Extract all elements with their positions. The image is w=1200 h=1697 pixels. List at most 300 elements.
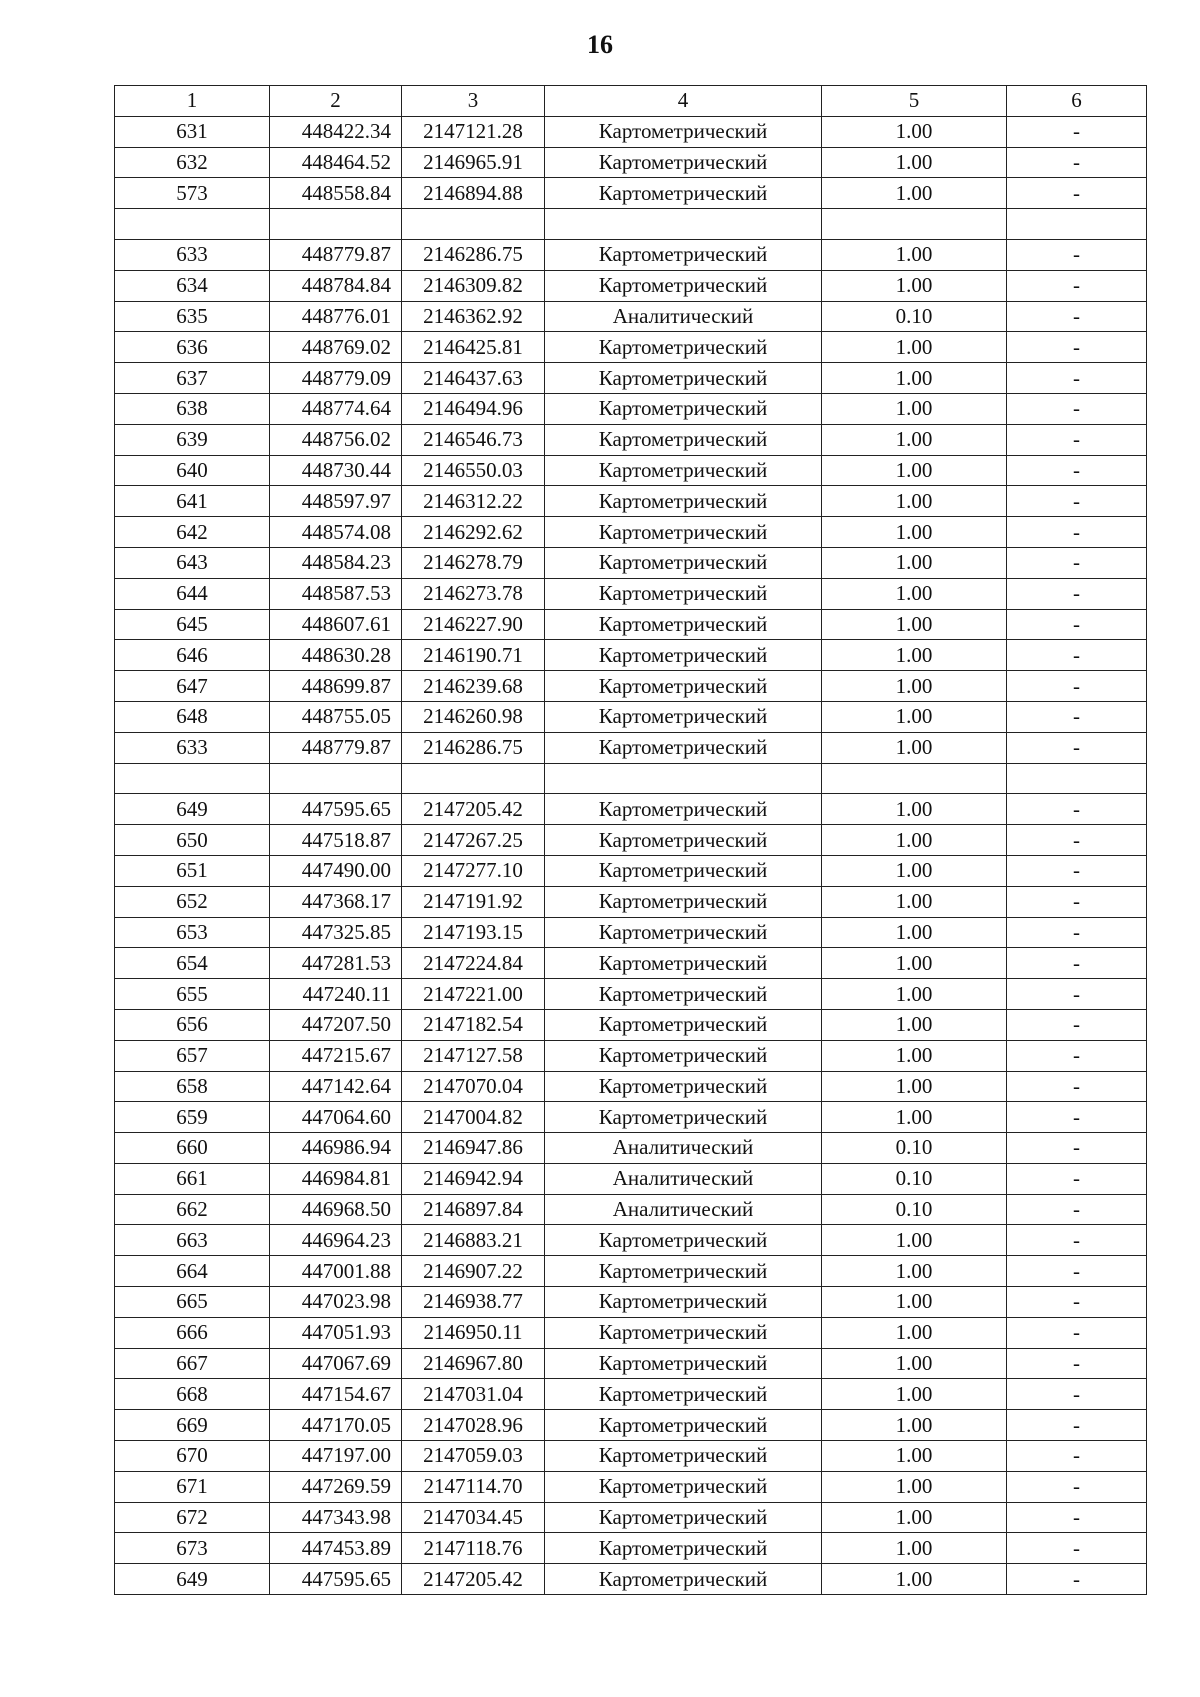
table-row (115, 609, 1147, 640)
note-cell: - (1007, 948, 1147, 979)
y-coordinate-cell: 2146227.90 (402, 609, 545, 640)
point-number-cell: 640 (115, 455, 270, 486)
method-cell: Картометрический (545, 332, 822, 363)
table-row (115, 1471, 1147, 1502)
method-cell: Картометрический (545, 1040, 822, 1071)
y-coordinate-cell: 2146239.68 (402, 671, 545, 702)
x-coordinate-cell: 447154.67 (270, 1379, 402, 1410)
note-cell: - (1007, 917, 1147, 948)
method-cell: Аналитический (545, 1163, 822, 1194)
note-cell: - (1007, 455, 1147, 486)
table-row (115, 671, 1147, 702)
note-cell: - (1007, 116, 1147, 147)
table-row (115, 424, 1147, 455)
note-cell (1007, 763, 1147, 794)
note-cell: - (1007, 1225, 1147, 1256)
note-cell: - (1007, 1502, 1147, 1533)
note-cell: - (1007, 363, 1147, 394)
method-cell: Картометрический (545, 270, 822, 301)
point-number-cell: 643 (115, 547, 270, 578)
table-row (115, 332, 1147, 363)
y-coordinate-cell: 2147205.42 (402, 1564, 545, 1595)
table-row (115, 1256, 1147, 1287)
coordinates-table (114, 85, 1147, 1595)
x-coordinate-cell: 448769.02 (270, 332, 402, 363)
point-number-cell: 666 (115, 1317, 270, 1348)
accuracy-cell: 1.00 (822, 1471, 1007, 1502)
accuracy-cell: 1.00 (822, 979, 1007, 1010)
method-cell: Картометрический (545, 239, 822, 270)
accuracy-cell: 1.00 (822, 116, 1007, 147)
x-coordinate-cell (270, 763, 402, 794)
y-coordinate-cell: 2147118.76 (402, 1533, 545, 1564)
accuracy-cell: 1.00 (822, 732, 1007, 763)
accuracy-cell: 1.00 (822, 147, 1007, 178)
accuracy-cell: 1.00 (822, 1256, 1007, 1287)
table-row (115, 825, 1147, 856)
accuracy-cell: 0.10 (822, 301, 1007, 332)
point-number-cell: 657 (115, 1040, 270, 1071)
point-number-cell: 644 (115, 578, 270, 609)
method-cell: Картометрический (545, 886, 822, 917)
note-cell: - (1007, 1348, 1147, 1379)
accuracy-cell: 1.00 (822, 239, 1007, 270)
table-row (115, 178, 1147, 209)
note-cell: - (1007, 578, 1147, 609)
x-coordinate-cell: 447595.65 (270, 1564, 402, 1595)
point-number-cell: 641 (115, 486, 270, 517)
y-coordinate-cell: 2146190.71 (402, 640, 545, 671)
x-coordinate-cell: 448756.02 (270, 424, 402, 455)
method-cell: Картометрический (545, 917, 822, 948)
y-coordinate-cell: 2146897.84 (402, 1194, 545, 1225)
point-number-cell: 667 (115, 1348, 270, 1379)
point-number-cell: 665 (115, 1287, 270, 1318)
accuracy-cell: 0.10 (822, 1194, 1007, 1225)
note-cell: - (1007, 1317, 1147, 1348)
method-cell: Картометрический (545, 1502, 822, 1533)
column-header: 2 (270, 86, 402, 117)
table-row (115, 1225, 1147, 1256)
y-coordinate-cell: 2146260.98 (402, 701, 545, 732)
point-number-cell: 650 (115, 825, 270, 856)
column-header: 1 (115, 86, 270, 117)
note-cell: - (1007, 270, 1147, 301)
x-coordinate-cell: 448587.53 (270, 578, 402, 609)
x-coordinate-cell: 447325.85 (270, 917, 402, 948)
note-cell: - (1007, 517, 1147, 548)
y-coordinate-cell: 2146950.11 (402, 1317, 545, 1348)
accuracy-cell: 1.00 (822, 794, 1007, 825)
x-coordinate-cell: 448779.87 (270, 732, 402, 763)
accuracy-cell: 1.00 (822, 1410, 1007, 1441)
accuracy-cell: 1.00 (822, 332, 1007, 363)
note-cell: - (1007, 1379, 1147, 1410)
point-number-cell: 635 (115, 301, 270, 332)
y-coordinate-cell: 2146292.62 (402, 517, 545, 548)
table-row (115, 1502, 1147, 1533)
note-cell: - (1007, 1533, 1147, 1564)
x-coordinate-cell: 448584.23 (270, 547, 402, 578)
y-coordinate-cell: 2147031.04 (402, 1379, 545, 1410)
table-row (115, 363, 1147, 394)
note-cell: - (1007, 239, 1147, 270)
point-number-cell: 636 (115, 332, 270, 363)
x-coordinate-cell: 447368.17 (270, 886, 402, 917)
y-coordinate-cell: 2146494.96 (402, 393, 545, 424)
y-coordinate-cell: 2146965.91 (402, 147, 545, 178)
accuracy-cell: 1.00 (822, 517, 1007, 548)
table-header (115, 86, 1147, 117)
note-cell: - (1007, 640, 1147, 671)
accuracy-cell: 1.00 (822, 917, 1007, 948)
method-cell (545, 209, 822, 240)
x-coordinate-cell: 448755.05 (270, 701, 402, 732)
point-number-cell: 646 (115, 640, 270, 671)
accuracy-cell: 1.00 (822, 486, 1007, 517)
point-number-cell: 642 (115, 517, 270, 548)
accuracy-cell: 0.10 (822, 1133, 1007, 1164)
table-row (115, 486, 1147, 517)
accuracy-cell: 1.00 (822, 855, 1007, 886)
method-cell (545, 763, 822, 794)
note-cell: - (1007, 1410, 1147, 1441)
x-coordinate-cell: 447051.93 (270, 1317, 402, 1348)
x-coordinate-cell: 447453.89 (270, 1533, 402, 1564)
x-coordinate-cell: 448558.84 (270, 178, 402, 209)
table-row (115, 116, 1147, 147)
accuracy-cell (822, 209, 1007, 240)
note-cell: - (1007, 1256, 1147, 1287)
x-coordinate-cell: 447240.11 (270, 979, 402, 1010)
note-cell: - (1007, 393, 1147, 424)
note-cell: - (1007, 1009, 1147, 1040)
method-cell: Картометрический (545, 1225, 822, 1256)
note-cell: - (1007, 547, 1147, 578)
note-cell (1007, 209, 1147, 240)
x-coordinate-cell: 448464.52 (270, 147, 402, 178)
method-cell: Картометрический (545, 1379, 822, 1410)
method-cell: Картометрический (545, 732, 822, 763)
table-row (115, 393, 1147, 424)
x-coordinate-cell: 448607.61 (270, 609, 402, 640)
table-row (115, 239, 1147, 270)
point-number-cell: 673 (115, 1533, 270, 1564)
accuracy-cell: 1.00 (822, 886, 1007, 917)
accuracy-cell: 1.00 (822, 1533, 1007, 1564)
table-row (115, 1102, 1147, 1133)
note-cell: - (1007, 301, 1147, 332)
method-cell: Картометрический (545, 794, 822, 825)
note-cell: - (1007, 732, 1147, 763)
point-number-cell: 647 (115, 671, 270, 702)
table-row (115, 578, 1147, 609)
point-number-cell: 671 (115, 1471, 270, 1502)
point-number-cell: 670 (115, 1441, 270, 1472)
x-coordinate-cell: 447197.00 (270, 1441, 402, 1472)
x-coordinate-cell: 446964.23 (270, 1225, 402, 1256)
x-coordinate-cell: 447343.98 (270, 1502, 402, 1533)
method-cell: Картометрический (545, 578, 822, 609)
method-cell: Аналитический (545, 1133, 822, 1164)
accuracy-cell: 1.00 (822, 393, 1007, 424)
table-row (115, 732, 1147, 763)
table-row (115, 1379, 1147, 1410)
point-number-cell: 653 (115, 917, 270, 948)
table-row (115, 948, 1147, 979)
table-row (115, 1441, 1147, 1472)
point-number-cell: 660 (115, 1133, 270, 1164)
point-number-cell: 659 (115, 1102, 270, 1133)
point-number-cell: 645 (115, 609, 270, 640)
y-coordinate-cell: 2146278.79 (402, 547, 545, 578)
method-cell: Картометрический (545, 517, 822, 548)
accuracy-cell: 1.00 (822, 825, 1007, 856)
point-number-cell: 656 (115, 1009, 270, 1040)
x-coordinate-cell: 447518.87 (270, 825, 402, 856)
header-row (115, 86, 1147, 117)
note-cell: - (1007, 979, 1147, 1010)
point-number-cell: 664 (115, 1256, 270, 1287)
point-number-cell: 637 (115, 363, 270, 394)
note-cell: - (1007, 671, 1147, 702)
method-cell: Картометрический (545, 455, 822, 486)
y-coordinate-cell: 2147070.04 (402, 1071, 545, 1102)
table-row (115, 1194, 1147, 1225)
table-row (115, 147, 1147, 178)
note-cell: - (1007, 609, 1147, 640)
method-cell: Картометрический (545, 147, 822, 178)
y-coordinate-cell: 2146883.21 (402, 1225, 545, 1256)
accuracy-cell: 1.00 (822, 1379, 1007, 1410)
x-coordinate-cell: 448784.84 (270, 270, 402, 301)
column-header: 6 (1007, 86, 1147, 117)
accuracy-cell: 1.00 (822, 1564, 1007, 1595)
column-header: 4 (545, 86, 822, 117)
table-row (115, 1163, 1147, 1194)
method-cell: Картометрический (545, 1287, 822, 1318)
note-cell: - (1007, 701, 1147, 732)
y-coordinate-cell: 2146362.92 (402, 301, 545, 332)
method-cell: Картометрический (545, 1102, 822, 1133)
point-number-cell: 672 (115, 1502, 270, 1533)
y-coordinate-cell: 2147205.42 (402, 794, 545, 825)
note-cell: - (1007, 1102, 1147, 1133)
table-row (115, 301, 1147, 332)
method-cell: Картометрический (545, 609, 822, 640)
accuracy-cell: 1.00 (822, 1441, 1007, 1472)
table-row (115, 1533, 1147, 1564)
point-number-cell: 661 (115, 1163, 270, 1194)
table-row (115, 517, 1147, 548)
y-coordinate-cell: 2147127.58 (402, 1040, 545, 1071)
accuracy-cell: 1.00 (822, 1502, 1007, 1533)
point-number-cell: 668 (115, 1379, 270, 1410)
method-cell: Картометрический (545, 116, 822, 147)
accuracy-cell: 1.00 (822, 1348, 1007, 1379)
note-cell: - (1007, 1471, 1147, 1502)
y-coordinate-cell: 2147121.28 (402, 116, 545, 147)
note-cell: - (1007, 1194, 1147, 1225)
table-row (115, 701, 1147, 732)
method-cell: Картометрический (545, 671, 822, 702)
table-body (115, 116, 1147, 1594)
accuracy-cell: 0.10 (822, 1163, 1007, 1194)
y-coordinate-cell: 2146894.88 (402, 178, 545, 209)
point-number-cell: 649 (115, 794, 270, 825)
point-number-cell: 652 (115, 886, 270, 917)
x-coordinate-cell: 448699.87 (270, 671, 402, 702)
y-coordinate-cell: 2146942.94 (402, 1163, 545, 1194)
point-number-cell: 658 (115, 1071, 270, 1102)
accuracy-cell: 1.00 (822, 1040, 1007, 1071)
point-number-cell (115, 763, 270, 794)
x-coordinate-cell: 446986.94 (270, 1133, 402, 1164)
column-header: 5 (822, 86, 1007, 117)
accuracy-cell: 1.00 (822, 948, 1007, 979)
note-cell: - (1007, 794, 1147, 825)
method-cell: Картометрический (545, 1441, 822, 1472)
table-row (115, 886, 1147, 917)
point-number-cell: 633 (115, 239, 270, 270)
x-coordinate-cell: 448730.44 (270, 455, 402, 486)
method-cell: Аналитический (545, 1194, 822, 1225)
y-coordinate-cell: 2147004.82 (402, 1102, 545, 1133)
method-cell: Картометрический (545, 855, 822, 886)
accuracy-cell: 1.00 (822, 1009, 1007, 1040)
y-coordinate-cell: 2147277.10 (402, 855, 545, 886)
y-coordinate-cell: 2146273.78 (402, 578, 545, 609)
x-coordinate-cell: 446968.50 (270, 1194, 402, 1225)
x-coordinate-cell: 448779.09 (270, 363, 402, 394)
y-coordinate-cell (402, 209, 545, 240)
note-cell: - (1007, 147, 1147, 178)
point-number-cell: 654 (115, 948, 270, 979)
x-coordinate-cell: 447064.60 (270, 1102, 402, 1133)
accuracy-cell: 1.00 (822, 609, 1007, 640)
y-coordinate-cell: 2147182.54 (402, 1009, 545, 1040)
note-cell: - (1007, 886, 1147, 917)
method-cell: Картометрический (545, 1348, 822, 1379)
y-coordinate-cell: 2147034.45 (402, 1502, 545, 1533)
point-number-cell: 633 (115, 732, 270, 763)
x-coordinate-cell: 447142.64 (270, 1071, 402, 1102)
y-coordinate-cell: 2146947.86 (402, 1133, 545, 1164)
method-cell: Картометрический (545, 363, 822, 394)
y-coordinate-cell: 2147114.70 (402, 1471, 545, 1502)
note-cell: - (1007, 486, 1147, 517)
method-cell: Картометрический (545, 1071, 822, 1102)
table-row (115, 1564, 1147, 1595)
method-cell: Картометрический (545, 1317, 822, 1348)
column-header: 3 (402, 86, 545, 117)
note-cell: - (1007, 1564, 1147, 1595)
x-coordinate-cell: 447001.88 (270, 1256, 402, 1287)
y-coordinate-cell: 2146967.80 (402, 1348, 545, 1379)
point-number-cell: 655 (115, 979, 270, 1010)
x-coordinate-cell: 448630.28 (270, 640, 402, 671)
x-coordinate-cell (270, 209, 402, 240)
y-coordinate-cell: 2147267.25 (402, 825, 545, 856)
x-coordinate-cell: 447490.00 (270, 855, 402, 886)
table-row (115, 917, 1147, 948)
note-cell: - (1007, 424, 1147, 455)
x-coordinate-cell: 447595.65 (270, 794, 402, 825)
accuracy-cell: 1.00 (822, 270, 1007, 301)
table-row (115, 1133, 1147, 1164)
y-coordinate-cell: 2146907.22 (402, 1256, 545, 1287)
table-row (115, 1040, 1147, 1071)
accuracy-cell: 1.00 (822, 578, 1007, 609)
method-cell: Картометрический (545, 547, 822, 578)
note-cell: - (1007, 1287, 1147, 1318)
note-cell: - (1007, 1441, 1147, 1472)
point-number-cell: 573 (115, 178, 270, 209)
y-coordinate-cell: 2146550.03 (402, 455, 545, 486)
table-row (115, 455, 1147, 486)
table-row (115, 209, 1147, 240)
x-coordinate-cell: 447207.50 (270, 1009, 402, 1040)
accuracy-cell: 1.00 (822, 640, 1007, 671)
y-coordinate-cell: 2146437.63 (402, 363, 545, 394)
accuracy-cell: 1.00 (822, 455, 1007, 486)
table-row (115, 855, 1147, 886)
method-cell: Картометрический (545, 979, 822, 1010)
accuracy-cell: 1.00 (822, 1225, 1007, 1256)
y-coordinate-cell (402, 763, 545, 794)
method-cell: Картометрический (545, 948, 822, 979)
point-number-cell (115, 209, 270, 240)
y-coordinate-cell: 2147191.92 (402, 886, 545, 917)
accuracy-cell: 1.00 (822, 424, 1007, 455)
y-coordinate-cell: 2146425.81 (402, 332, 545, 363)
x-coordinate-cell: 447215.67 (270, 1040, 402, 1071)
y-coordinate-cell: 2146309.82 (402, 270, 545, 301)
method-cell: Картометрический (545, 1410, 822, 1441)
table-row (115, 270, 1147, 301)
note-cell: - (1007, 1133, 1147, 1164)
x-coordinate-cell: 448776.01 (270, 301, 402, 332)
point-number-cell: 662 (115, 1194, 270, 1225)
y-coordinate-cell: 2147193.15 (402, 917, 545, 948)
accuracy-cell: 1.00 (822, 363, 1007, 394)
table-row (115, 1348, 1147, 1379)
accuracy-cell: 1.00 (822, 1102, 1007, 1133)
point-number-cell: 663 (115, 1225, 270, 1256)
point-number-cell: 639 (115, 424, 270, 455)
method-cell: Картометрический (545, 486, 822, 517)
table-row (115, 1410, 1147, 1441)
method-cell: Картометрический (545, 1256, 822, 1287)
note-cell: - (1007, 855, 1147, 886)
note-cell: - (1007, 178, 1147, 209)
accuracy-cell (822, 763, 1007, 794)
x-coordinate-cell: 447067.69 (270, 1348, 402, 1379)
table-row (115, 763, 1147, 794)
accuracy-cell: 1.00 (822, 671, 1007, 702)
accuracy-cell: 1.00 (822, 701, 1007, 732)
y-coordinate-cell: 2147224.84 (402, 948, 545, 979)
point-number-cell: 651 (115, 855, 270, 886)
y-coordinate-cell: 2146286.75 (402, 732, 545, 763)
method-cell: Картометрический (545, 701, 822, 732)
note-cell: - (1007, 1163, 1147, 1194)
note-cell: - (1007, 825, 1147, 856)
x-coordinate-cell: 448774.64 (270, 393, 402, 424)
method-cell: Картометрический (545, 825, 822, 856)
accuracy-cell: 1.00 (822, 1317, 1007, 1348)
point-number-cell: 649 (115, 1564, 270, 1595)
